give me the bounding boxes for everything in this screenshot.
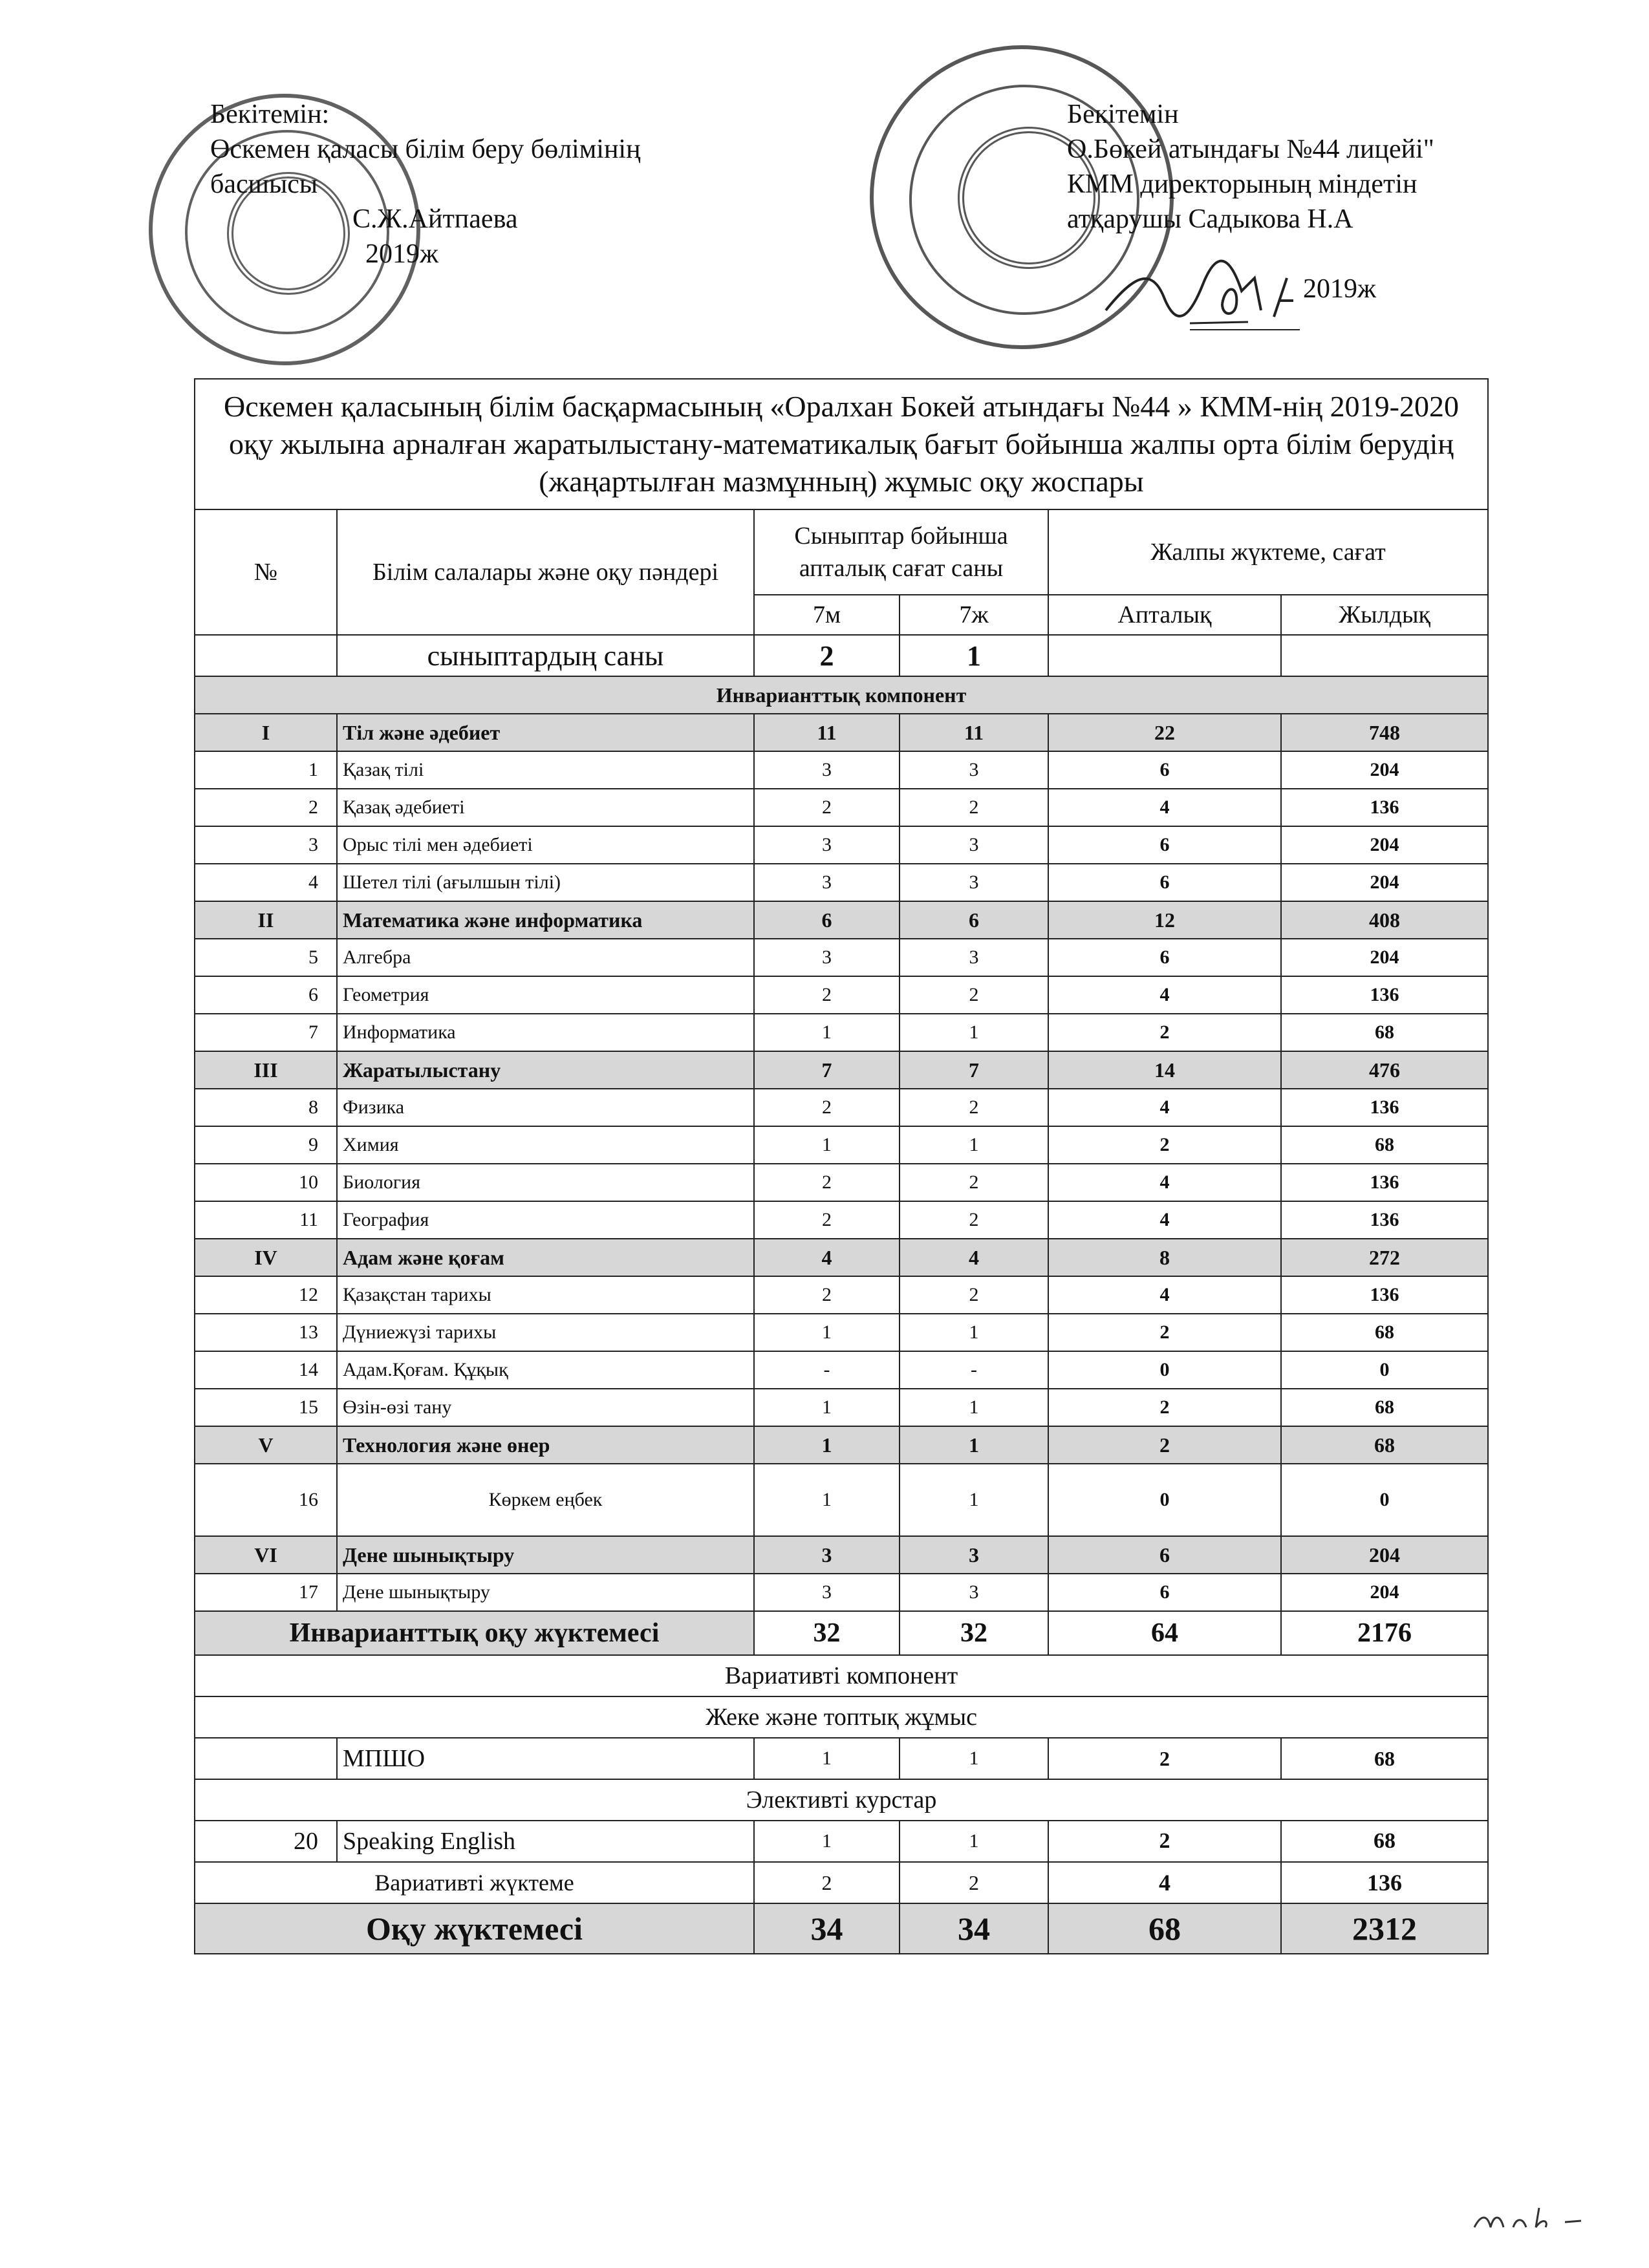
approval-left-line3: басшысы [210,169,318,199]
mpsho-yearly: 68 [1281,1738,1488,1779]
row-num: VI [195,1536,337,1574]
row-weekly: 2 [1048,1426,1281,1464]
row-7zh: 2 [900,1089,1048,1126]
row-num: 13 [195,1314,337,1351]
row-7m: 11 [754,714,900,751]
col-header-total: Жалпы жүктеме, сағат [1048,509,1488,595]
grand-total-weekly: 68 [1048,1903,1281,1954]
row-7m: 7 [754,1051,900,1089]
row-7m: 3 [754,751,900,789]
row-yearly: 0 [1281,1351,1488,1389]
row-yearly: 204 [1281,826,1488,864]
row-weekly: 4 [1048,1089,1281,1126]
row-subject: Биология [337,1164,754,1201]
speaking-num: 20 [195,1821,337,1862]
invariant-total-7zh: 32 [900,1611,1048,1655]
row-7zh: 2 [900,1276,1048,1314]
row-subject: Адам.Қоғам. Құқық [337,1351,754,1389]
row-weekly: 6 [1048,939,1281,976]
section-row [195,714,1488,751]
invariant-total-weekly: 64 [1048,1611,1281,1655]
row-7m: 2 [754,1276,900,1314]
approval-left-line4: С.Ж.Айтпаева [352,204,518,234]
variative-header-row [195,1655,1488,1696]
row-num: 16 [195,1464,337,1536]
class-count-row [195,635,1488,676]
row-weekly: 6 [1048,751,1281,789]
row-subject: Технология және өнер [337,1426,754,1464]
subject-row [195,789,1488,826]
row-7m: 1 [754,1126,900,1164]
row-subject: Информатика [337,1014,754,1051]
row-num: I [195,714,337,751]
section-row [195,1536,1488,1574]
row-7zh: 2 [900,976,1048,1014]
row-yearly: 408 [1281,901,1488,939]
row-7zh: 2 [900,1164,1048,1201]
mpsho-num [195,1738,337,1779]
row-num: 17 [195,1574,337,1611]
row-yearly: 68 [1281,1126,1488,1164]
curriculum-table [194,378,1489,1954]
subject-row [195,1464,1488,1536]
col-header-weekly: Сыныптар бойынша апталық сағат саны [754,509,1048,595]
row-7m: 1 [754,1464,900,1536]
speaking-yearly: 68 [1281,1821,1488,1862]
invariant-header-row [195,676,1488,714]
approval-left-line2: Өскемен қаласы білім беру бөлімінің [210,134,641,164]
approval-left-line1: Бекітемін: [210,100,330,129]
subject-row [195,1201,1488,1239]
row-7zh: 2 [900,1201,1048,1239]
elective-header-row [195,1779,1488,1821]
row-num: IV [195,1239,337,1276]
row-weekly: 6 [1048,826,1281,864]
row-7m: 2 [754,1164,900,1201]
row-weekly: 4 [1048,976,1281,1014]
row-subject: Тіл және әдебиет [337,714,754,751]
invariant-total-label: Инварианттық оқу жүктемесі [195,1611,754,1655]
row-subject: Геометрия [337,976,754,1014]
row-yearly: 204 [1281,751,1488,789]
class-count-7zh: 1 [900,635,1048,676]
row-weekly: 4 [1048,1164,1281,1201]
row-subject: Алгебра [337,939,754,976]
row-weekly: 4 [1048,1201,1281,1239]
row-num: 3 [195,826,337,864]
row-num: 8 [195,1089,337,1126]
subject-row [195,826,1488,864]
grand-total-yearly: 2312 [1281,1903,1488,1954]
invariant-title: Инварианттық компонент [195,676,1488,714]
row-num: 9 [195,1126,337,1164]
row-weekly: 0 [1048,1464,1281,1536]
row-num: II [195,901,337,939]
row-7m: 1 [754,1014,900,1051]
row-num: 15 [195,1389,337,1426]
row-7m: 2 [754,1089,900,1126]
row-yearly: 272 [1281,1239,1488,1276]
row-7m: 2 [754,789,900,826]
variative-total-label: Вариативті жүктеме [195,1862,754,1903]
row-weekly: 4 [1048,789,1281,826]
row-weekly: 12 [1048,901,1281,939]
row-weekly: 4 [1048,1276,1281,1314]
row-subject: Дүниежүзі тарихы [337,1314,754,1351]
variative-total-7m: 2 [754,1862,900,1903]
row-subject: Өзін-өзі тану [337,1389,754,1426]
row-num: V [195,1426,337,1464]
invariant-total-row [195,1611,1488,1655]
row-num: 14 [195,1351,337,1389]
row-7zh: 4 [900,1239,1048,1276]
speaking-row [195,1821,1488,1862]
col-header-yearly-total: Жылдық [1281,595,1488,635]
row-weekly: 6 [1048,1536,1281,1574]
row-weekly: 0 [1048,1351,1281,1389]
subject-rows [195,714,1488,1611]
section-row [195,1051,1488,1089]
row-yearly: 68 [1281,1014,1488,1051]
row-7zh: 3 [900,939,1048,976]
row-weekly: 8 [1048,1239,1281,1276]
mpsho-7zh: 1 [900,1738,1048,1779]
col-header-weekly-total: Апталық [1048,595,1281,635]
col-header-7zh: 7ж [900,595,1048,635]
row-yearly: 136 [1281,1089,1488,1126]
speaking-name: Speaking English [337,1821,754,1862]
row-7m: 2 [754,976,900,1014]
row-7zh: 1 [900,1426,1048,1464]
row-7zh: 3 [900,1574,1048,1611]
row-subject: Физика [337,1089,754,1126]
row-subject: Адам және қоғам [337,1239,754,1276]
subject-row [195,1314,1488,1351]
col-header-7m: 7м [754,595,900,635]
row-weekly: 2 [1048,1126,1281,1164]
approval-right-line3: КММ директорының міндетін [1067,169,1417,199]
col-header-subjects: Білім салалары және оқу пәндері [337,509,754,635]
row-yearly: 136 [1281,1201,1488,1239]
col-header-num: № [195,509,337,635]
row-subject: Қазақ тілі [337,751,754,789]
variative-total-row [195,1862,1488,1903]
subject-row [195,1164,1488,1201]
row-7zh: 7 [900,1051,1048,1089]
handwritten-signature [1093,239,1364,336]
row-weekly: 2 [1048,1014,1281,1051]
row-yearly: 136 [1281,976,1488,1014]
row-7m: 3 [754,939,900,976]
row-subject: География [337,1201,754,1239]
approval-right-line4: атқарушы Садыкова Н.А [1067,204,1353,234]
row-subject: Жаратылыстану [337,1051,754,1089]
individual-header-row [195,1696,1488,1738]
row-num: 10 [195,1164,337,1201]
speaking-7zh: 1 [900,1821,1048,1862]
row-subject: Дене шынықтыру [337,1536,754,1574]
row-weekly: 6 [1048,864,1281,901]
subject-row [195,1014,1488,1051]
row-7m: 3 [754,864,900,901]
subject-row [195,1574,1488,1611]
row-7m: 3 [754,826,900,864]
subject-row [195,1089,1488,1126]
row-7zh: 2 [900,789,1048,826]
mpsho-7m: 1 [754,1738,900,1779]
subject-row [195,751,1488,789]
row-yearly: 476 [1281,1051,1488,1089]
row-7zh: 1 [900,1014,1048,1051]
row-7m: - [754,1351,900,1389]
row-subject: Дене шынықтыру [337,1574,754,1611]
subject-row [195,864,1488,901]
variative-total-yearly: 136 [1281,1862,1488,1903]
row-num: 4 [195,864,337,901]
subject-row [195,939,1488,976]
row-yearly: 68 [1281,1389,1488,1426]
row-weekly: 2 [1048,1314,1281,1351]
variative-total-weekly: 4 [1048,1862,1281,1903]
row-7zh: 6 [900,901,1048,939]
row-num: 7 [195,1014,337,1051]
row-yearly: 136 [1281,1164,1488,1201]
grand-total-7m: 34 [754,1903,900,1954]
individual-title: Жеке және топтық жұмыс [195,1696,1488,1738]
variative-title: Вариативті компонент [195,1655,1488,1696]
grand-total-7zh: 34 [900,1903,1048,1954]
mpsho-weekly: 2 [1048,1738,1281,1779]
row-7zh: 3 [900,751,1048,789]
row-subject: Математика және информатика [337,901,754,939]
row-num: 11 [195,1201,337,1239]
approval-right-line5: 2019ж [1303,274,1377,304]
row-7m: 1 [754,1389,900,1426]
subject-row [195,1276,1488,1314]
approval-left-line5: 2019ж [365,239,439,269]
row-yearly: 136 [1281,1276,1488,1314]
row-weekly: 6 [1048,1574,1281,1611]
row-subject: Шетел тілі (ағылшын тілі) [337,864,754,901]
variative-total-7zh: 2 [900,1862,1048,1903]
mpsho-name: МПШО [337,1738,754,1779]
row-yearly: 0 [1281,1464,1488,1536]
row-7zh: 1 [900,1314,1048,1351]
row-7m: 3 [754,1536,900,1574]
grand-total-row [195,1903,1488,1954]
row-7m: 4 [754,1239,900,1276]
plan-title: Өскемен қаласының білім басқармасының «Оралхан Бокей атындағы №44 » КММ-нің 2019-2020 оқу жылына арналған жаратылыстану-математикалық бағыт бойынша жалпы орта білім берудің (жаңартылған мазмұнның) жұмыс оқу жоспары [195,379,1488,509]
section-row [195,901,1488,939]
row-weekly: 22 [1048,714,1281,751]
elective-title: Элективті курстар [195,1779,1488,1821]
class-count-7m: 2 [754,635,900,676]
class-count-label: сыныптардың саны [337,635,754,676]
row-num: 5 [195,939,337,976]
row-num: 1 [195,751,337,789]
row-7m: 3 [754,1574,900,1611]
grand-total-label: Оқу жүктемесі [195,1903,754,1954]
row-7zh: 1 [900,1126,1048,1164]
row-yearly: 204 [1281,1536,1488,1574]
speaking-7m: 1 [754,1821,900,1862]
handwritten-page-mark [1468,2201,1597,2240]
row-7m: 2 [754,1201,900,1239]
row-7zh: 3 [900,1536,1048,1574]
row-7zh: 11 [900,714,1048,751]
row-num: 12 [195,1276,337,1314]
approval-right-line1: Бекітемін [1067,100,1179,129]
row-yearly: 204 [1281,939,1488,976]
row-weekly: 14 [1048,1051,1281,1089]
row-yearly: 204 [1281,864,1488,901]
approval-right-line2: О.Бөкей атындағы №44 лицейі" [1067,134,1434,164]
row-7zh: 3 [900,864,1048,901]
subject-row [195,1126,1488,1164]
approval-block-left [210,97,641,272]
row-yearly: 204 [1281,1574,1488,1611]
row-num: 2 [195,789,337,826]
row-7m: 1 [754,1426,900,1464]
speaking-weekly: 2 [1048,1821,1281,1862]
row-yearly: 136 [1281,789,1488,826]
invariant-total-yearly: 2176 [1281,1611,1488,1655]
row-yearly: 68 [1281,1314,1488,1351]
row-7m: 1 [754,1314,900,1351]
row-7zh: 3 [900,826,1048,864]
row-subject: Көркем еңбек [337,1464,754,1536]
row-7zh: 1 [900,1389,1048,1426]
section-row [195,1239,1488,1276]
row-num: 6 [195,976,337,1014]
subject-row [195,1351,1488,1389]
subject-row [195,976,1488,1014]
row-subject: Химия [337,1126,754,1164]
row-yearly: 748 [1281,714,1488,751]
row-7zh: 1 [900,1464,1048,1536]
row-subject: Қазақстан тарихы [337,1276,754,1314]
mpsho-row [195,1738,1488,1779]
row-weekly: 2 [1048,1389,1281,1426]
row-7zh: - [900,1351,1048,1389]
row-num: III [195,1051,337,1089]
subject-row [195,1389,1488,1426]
section-row [195,1426,1488,1464]
row-subject: Қазақ әдебиеті [337,789,754,826]
row-7m: 6 [754,901,900,939]
row-yearly: 68 [1281,1426,1488,1464]
row-subject: Орыс тілі мен әдебиеті [337,826,754,864]
invariant-total-7m: 32 [754,1611,900,1655]
